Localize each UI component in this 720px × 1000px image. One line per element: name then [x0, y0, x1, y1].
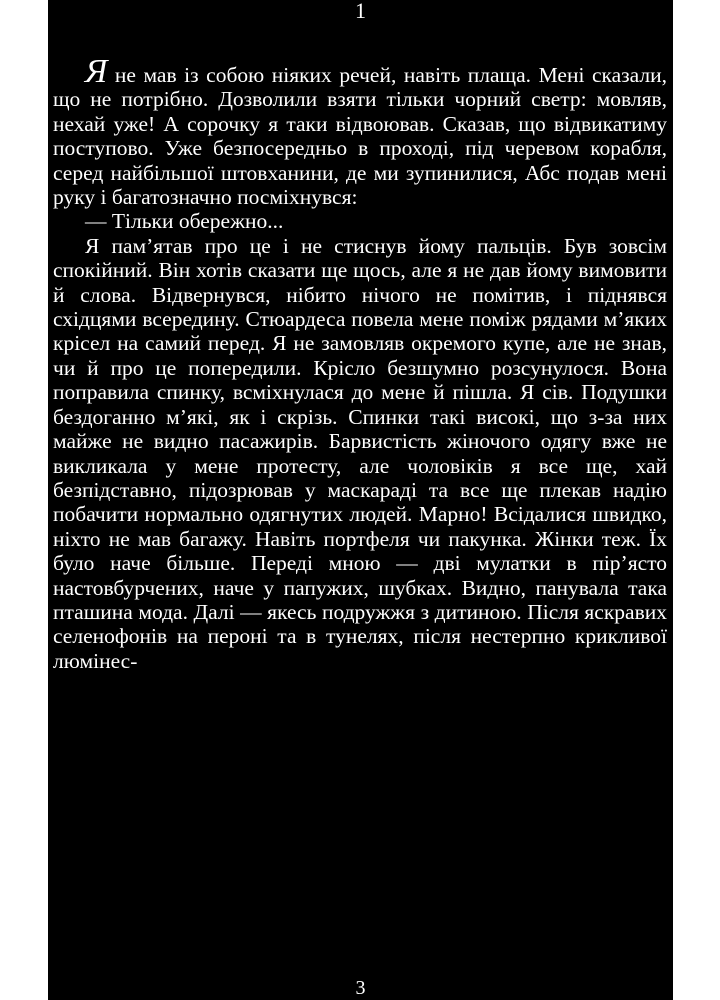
paragraph: Я пам’ятав про це і не стиснув йому пальців. Був зовсім спокійний. Він хотів сказати ще щось, але я не дав йому вимовити й слова. Відвернувся, нібито нічого не помітив, і піднявся східцями всередину. Стюардеса повела мене поміж рядами м’яких крісел на самий перед. Я не замовляв окремого купе, але не знав, чи й про це попередили. Крісло безшумно розсунулося. Вона поправила спинку, всміхнулася до мене й пішла. Я сів. Подушки бездоганно м’які, як і скрізь. Спинки такі високі, що з-за них майже не видно пасажирів. Барвистість жіночого одягу вже не викликала у мене протесту, але чоловіків я все ще, хай безпідставно, підозрював у маскараді та все ще плекав надію побачити нормально одягнутих людей. Марно! Всідалися швидко, ніхто не мав багажу. Навіть портфеля чи пакунка. Жінки теж. Їх було наче більше. Переді мною — дві мулатки в пір’ясто настовбурчених, наче у папужих, шубках. Видно, панувала така пташина мода. Далі — якесь подружжя з дитиною. Після яскравих селенофонів на пероні та в тунелях, після нестерпно крикливої люмінес- [53, 233, 667, 673]
paragraph-text: не мав із собою ніяких речей, навіть плаща. Мені сказали, що не потрібно. Дозволили взяти тільки чорний светр: мовляв, нехай уже! А сорочку я таки відвоював. Сказав, що відвикатиму поступово. Уже безпосередньо в проході, під черевом корабля, серед найбільшої штовханини, де ми зупинилися, Абс подав мені руку і багатозначно посміхнувся: [53, 63, 667, 210]
book-page [48, 0, 673, 1000]
paragraph [53, 53, 667, 210]
body-text [53, 53, 667, 673]
chapter-number: 1 [355, 0, 366, 23]
page-number: 3 [355, 977, 366, 999]
drop-cap: Я [85, 53, 108, 90]
paragraph: — Тільки обережно... [85, 209, 284, 234]
